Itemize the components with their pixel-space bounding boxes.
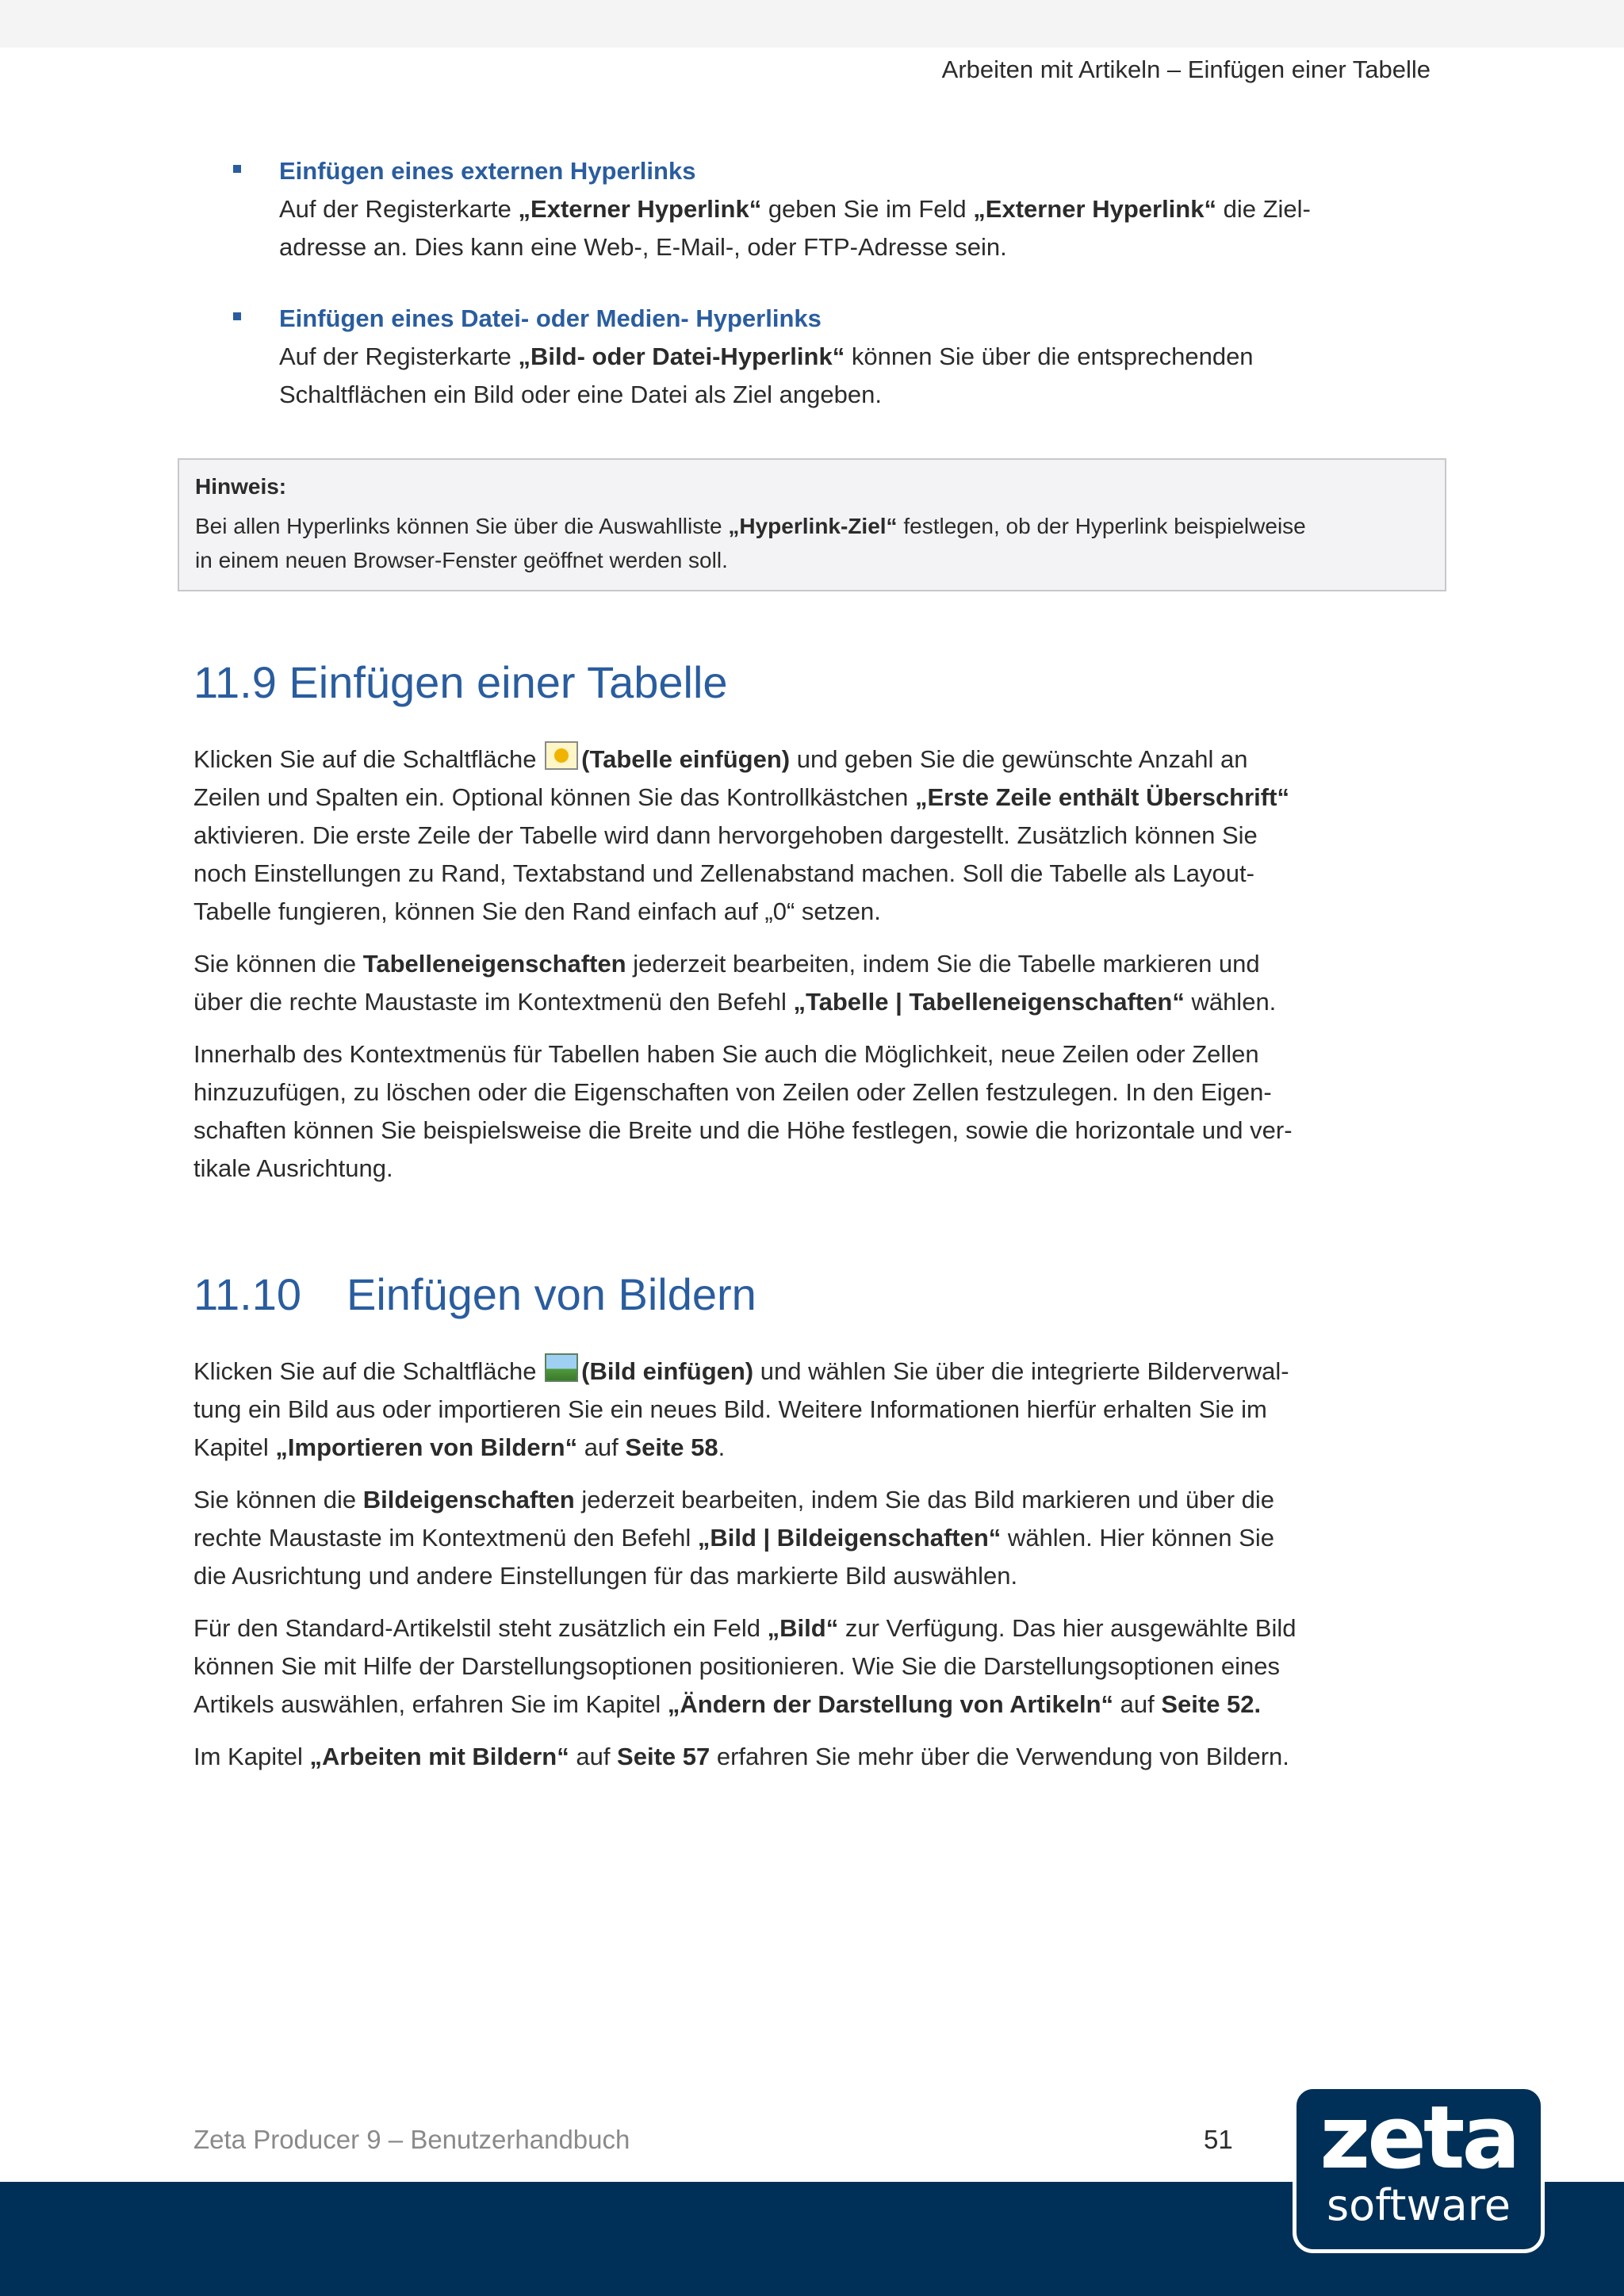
paragraph: Für den Standard-Artikelstil steht zusätzlich ein Feld „Bild“ zur Verfügung. Das hier ausgewählte Bild können Sie mit Hilfe der Darstellungsoptionen positionieren. Wie Sie die Darstellungsoptionen eines Artikels auswählen, erfahren Sie im Kapitel „Ändern der Darstellung von Artikeln“ auf Seite 52. bbox=[193, 1614, 1297, 1718]
paragraph: Klicken Sie auf die Schaltfläche (Bild einfügen) und wählen Sie über die integrierte Bilderverwal- tung ein Bild aus oder importieren Sie ein neues Bild. Weitere Informationen hierfür erhalten Sie im Kapitel „Importieren von Bildern“ auf Seite 58. bbox=[193, 1353, 1438, 1467]
section-number: 11.10 bbox=[193, 1269, 301, 1319]
paragraph: Klicken Sie auf die Schaltfläche (Tabelle einfügen) und geben Sie die gewünschte Anzahl an Zeilen und Spalten ein. Optional können Sie das Kontrollkästchen „Erste Zeile enthält Überschrift“ aktivieren. Die erste Zeile der Tabelle wird dann hervorgehoben dargestellt. Zusätzlich können Sie noch Einstellungen zu Rand, Textabstand und Zellenabstand machen. Soll die Tabelle als Layout- Tabelle fungieren, können Sie den Rand einfach auf „0“ setzen. bbox=[193, 740, 1438, 931]
section-heading bbox=[193, 1267, 1438, 1322]
zeta-software-logo bbox=[1293, 2085, 1545, 2253]
note-body: Bei allen Hyperlinks können Sie über die Auswahlliste „Hyperlink-Ziel“ festlegen, ob der Hyperlink beispielweise in einem neuen Browser-Fenster geöffnet werden soll. bbox=[195, 514, 1306, 572]
bullet-title: Einfügen eines Datei- oder Medien- Hyperlinks bbox=[279, 304, 822, 332]
bullet-body: Auf der Registerkarte „Bild- oder Datei-Hyperlink“ können Sie über die entsprechenden Schaltflächen ein Bild oder eine Datei als Ziel angeben. bbox=[279, 342, 1254, 408]
section-title: Einfügen von Bildern bbox=[347, 1269, 756, 1319]
section-bilder bbox=[193, 1267, 1438, 1790]
paragraph: Im Kapitel „Arbeiten mit Bildern“ auf Seite 57 erfahren Sie mehr über die Verwendung von Bildern. bbox=[193, 1743, 1289, 1770]
section-heading: 11.9 Einfügen einer Tabelle bbox=[193, 657, 728, 707]
note-box bbox=[178, 458, 1446, 591]
paragraph: Sie können die Tabelleneigenschaften jederzeit bearbeiten, indem Sie die Tabelle markieren und über die rechte Maustaste im Kontextmenü den Befehl „Tabelle | Tabelleneigenschaften“ wählen. bbox=[193, 950, 1277, 1016]
square-bullet-icon bbox=[233, 312, 241, 320]
table-insert-icon bbox=[545, 741, 578, 770]
square-bullet-icon bbox=[233, 165, 241, 173]
list-item bbox=[233, 152, 1438, 266]
paragraph: Sie können die Bildeigenschaften jederzeit bearbeiten, indem Sie das Bild markieren und über die rechte Maustaste im Kontextmenü den Befehl „Bild | Bildeigenschaften“ wählen. Hier können Sie die Ausrichtung und andere Einstellungen für das markierte Bild auswählen. bbox=[193, 1486, 1275, 1590]
logo-word-software: software bbox=[1327, 2180, 1511, 2230]
image-insert-icon bbox=[545, 1353, 578, 1382]
note-title: Hinweis: bbox=[195, 474, 287, 499]
section-tabelle bbox=[193, 655, 1438, 1202]
page-number: 51 bbox=[1204, 2125, 1233, 2154]
bullet-list bbox=[233, 152, 1438, 447]
list-item bbox=[233, 300, 1438, 414]
footer-book-title: Zeta Producer 9 – Benutzerhandbuch bbox=[193, 2125, 630, 2154]
paragraph: Innerhalb des Kontextmenüs für Tabellen haben Sie auch die Möglichkeit, neue Zeilen oder Zellen hinzuzufügen, zu löschen oder die Eigenschaften von Zeilen oder Zellen festzulegen. In den Eigen- schaften können Sie beispielsweise die Breite und die Höhe festlegen, sowie die horizontale und ver- tikale Ausrichtung. bbox=[193, 1040, 1293, 1182]
top-band bbox=[0, 0, 1624, 48]
bullet-body: Auf der Registerkarte „Externer Hyperlink“ geben Sie im Feld „Externer Hyperlink“ die Ziel- adresse an. Dies kann eine Web-, E-Mail-, oder FTP-Adresse sein. bbox=[279, 195, 1311, 261]
logo-word-zeta: zeta bbox=[1320, 2087, 1518, 2188]
running-header: Arbeiten mit Artikeln – Einfügen einer Tabelle bbox=[941, 55, 1431, 83]
bullet-title: Einfügen eines externen Hyperlinks bbox=[279, 157, 696, 185]
